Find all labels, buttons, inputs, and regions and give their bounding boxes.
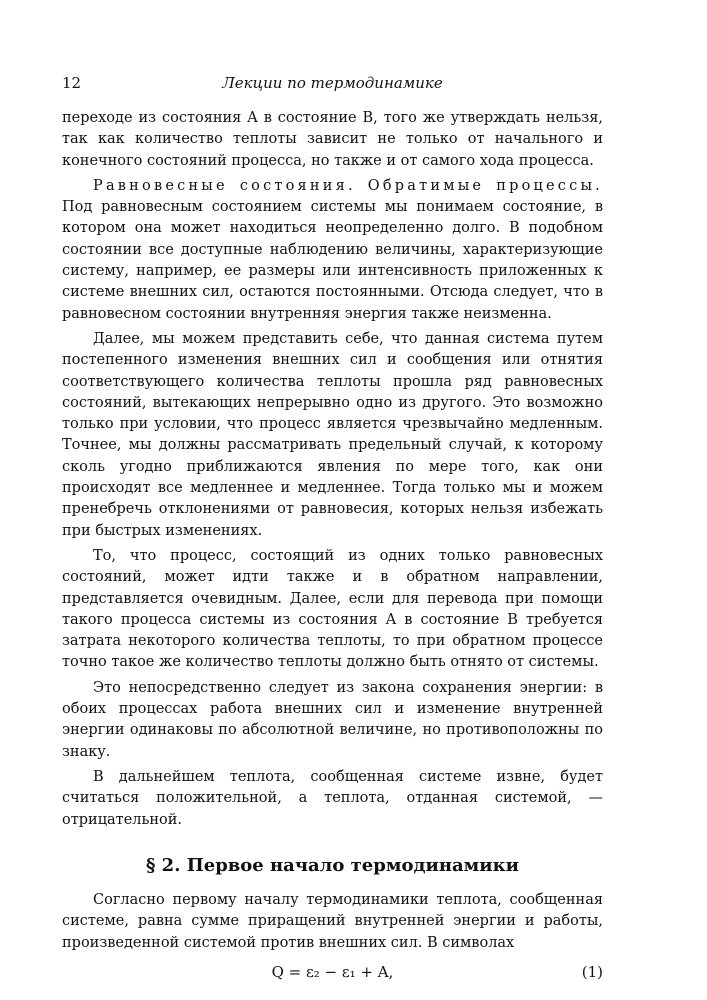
paragraph-reversible: То, что процесс, состоящий из одних только равновесных состояний, может идти также и в обратном направлении, представляется очевидным. Далее, если для перевода при помощи такого процесса системы из состояния A в состояние B требуется затрата некоторого количества теплоты, то при обратном процессе точно такое же количество теплоты должно быть отнято от системы. [62, 547, 603, 671]
page-header [62, 74, 603, 96]
page-number: 12 [62, 74, 82, 92]
page-body [62, 108, 603, 988]
paragraph-quasistatic: Далее, мы можем представить себе, что данная система путем постепенного изменения внешних сил и сообщения или отнятия соответствующего количества теплоты прошла ряд равновесных состояний, вытекающих непрерывно одно из другого. Это возможно только при условии, что процесс является чрезвычайно медленным. Точнее, мы должны рассматривать предельный случай, к которому сколь угодно приближаются явления по мере того, как они происходят все медленнее и медленнее. Тогда только мы и можем пренебречь отклонениями от равновесия, которых нельзя избежать при быстрых изменениях. [62, 330, 603, 539]
equation-block [62, 962, 603, 988]
paragraph-energy-conservation: Это непосредственно следует из закона сохранения энергии: в обоих процессах работа внешних сил и изменение внутренней энергии одинаковы по абсолютной величине, но противоположны по знаку. [62, 679, 603, 760]
paragraph-equilibrium [62, 176, 603, 325]
equation-number: (1) [581, 962, 603, 981]
section-title: § 2. Первое начало термодинамики [146, 854, 519, 876]
paragraph-continuation: переходе из состояния A в состояние B, того же утверждать нельзя, так как количество теплоты зависит не только от начального и конечного состояний процесса, но также и от самого хода процесса. [62, 110, 603, 169]
equation: Q = ε₂ − ε₁ + A, [271, 962, 394, 981]
running-title: Лекции по термодинамике [222, 74, 443, 92]
subsection-heading: Равновесные состояния. Обратимые процессы. [93, 177, 603, 194]
paragraph-sign-convention: В дальнейшем теплота, сообщенная системе извне, будет считаться положительной, а теплота, отданная системой, — отрицательной. [62, 768, 603, 828]
paragraph-first-law: Согласно первому началу термодинамики теплота, сообщенная системе, равна сумме приращений внутренней энергии и работы, произведенной системой против внешних сил. В символах [62, 892, 603, 951]
paragraph-equilibrium-body: Под равновесным состоянием системы мы понимаем состояние, в котором она может находиться неопределенно долго. В подобном состоянии все доступные наблюдению величины, характеризующие систему, например, ее размеры или интенсивность приложенных к системе внешних сил, остаются постоянными. Отсюда следует, что в равновесном состоянии внутренняя энергия также неизменна. [62, 199, 603, 322]
